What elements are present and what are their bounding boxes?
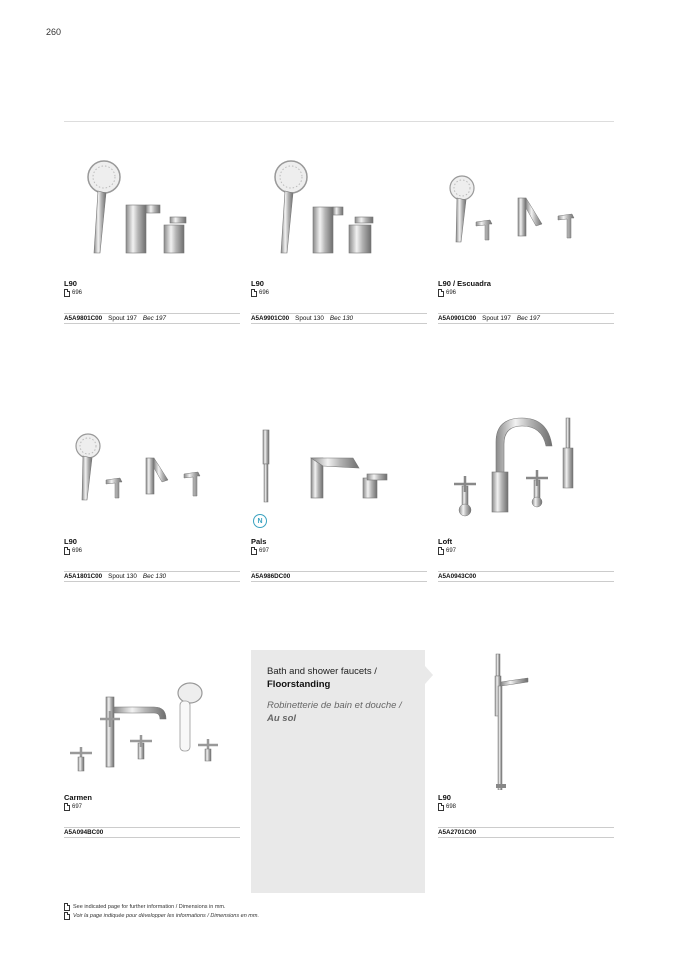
product-image [438, 408, 614, 528]
document-icon [64, 903, 70, 911]
document-icon [64, 547, 70, 555]
category-panel [251, 650, 425, 893]
reference-line [64, 571, 240, 582]
product-code: A5A0943C00 [438, 573, 477, 580]
product-code: A5A9801C00 [64, 315, 103, 322]
page-number: 260 [46, 27, 62, 37]
document-icon [438, 289, 444, 297]
page-reference[interactable]: 698 [438, 803, 456, 811]
product-image [64, 150, 240, 270]
spout-size: Spout 197 [108, 315, 137, 322]
reference-line [64, 313, 240, 324]
product-name: L90 [64, 537, 77, 546]
bec-size: Bec 130 [329, 315, 353, 322]
product-image [64, 408, 240, 528]
page-reference[interactable]: 697 [64, 803, 82, 811]
category-title-en: Bath and shower faucets / [267, 666, 377, 677]
product-name: L90 [64, 279, 77, 288]
document-icon [251, 289, 257, 297]
new-badge: N [253, 514, 267, 528]
product-image [251, 150, 427, 270]
product-name: Carmen [64, 793, 92, 802]
reference-line [438, 313, 614, 324]
product-name: L90 [438, 793, 451, 802]
product-name: Loft [438, 537, 453, 546]
product-name: Pals [251, 537, 267, 546]
spout-size: Spout 130 [108, 573, 137, 580]
top-divider [64, 121, 614, 122]
document-icon [64, 803, 70, 811]
product-code: A5A2701C00 [438, 829, 477, 836]
footnote-fr: Voir la page indiquée pour développer les informations / Dimensions en mm. [64, 912, 259, 920]
bec-size: Bec 130 [142, 573, 166, 580]
document-icon [64, 912, 70, 920]
reference-line [251, 313, 427, 324]
category-subtitle-fr: Au sol [267, 713, 297, 724]
product-image [438, 150, 614, 270]
spout-size: Spout 197 [482, 315, 511, 322]
product-code: A5A0901C00 [438, 315, 477, 322]
page-reference[interactable]: 696 [64, 547, 82, 555]
document-icon [438, 547, 444, 555]
page-reference[interactable]: 697 [251, 547, 269, 555]
product-code: A5A986DC00 [251, 573, 291, 580]
product-name: L90 [251, 279, 264, 288]
document-icon [64, 289, 70, 297]
product-image [438, 650, 614, 790]
bec-size: Bec 197 [516, 315, 540, 322]
document-icon [251, 547, 257, 555]
page-reference[interactable]: 697 [438, 547, 456, 555]
footnote-en: See indicated page for further information / Dimensions in mm. [64, 903, 226, 911]
category-title-fr: Robinetterie de bain et douche / [267, 700, 402, 711]
product-name: L90 / Escuadra [438, 279, 491, 288]
category-subtitle-en: Floorstanding [267, 679, 331, 690]
product-image [64, 665, 240, 785]
panel-arrow [425, 666, 433, 684]
page-reference[interactable]: 696 [64, 289, 82, 297]
page-reference[interactable]: 696 [251, 289, 269, 297]
reference-line [438, 571, 614, 582]
document-icon [438, 803, 444, 811]
product-image [251, 408, 427, 528]
product-code: A5A1801C00 [64, 573, 103, 580]
spout-size: Spout 130 [295, 315, 324, 322]
product-code: A5A9901C00 [251, 315, 290, 322]
reference-line [251, 571, 427, 582]
page-reference[interactable]: 696 [438, 289, 456, 297]
bec-size: Bec 197 [142, 315, 166, 322]
product-code: A5A094BC00 [64, 829, 104, 836]
reference-line [64, 827, 240, 838]
reference-line [438, 827, 614, 838]
